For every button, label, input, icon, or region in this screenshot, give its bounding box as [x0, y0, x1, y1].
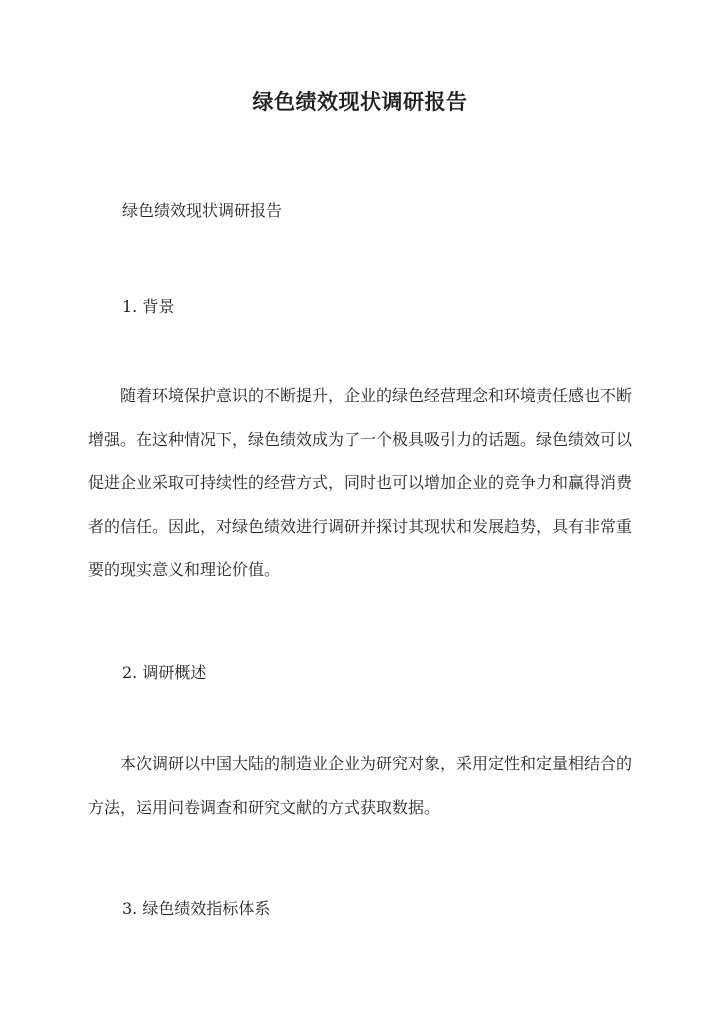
section-heading-indicators: 3. 绿色绩效指标体系: [122, 899, 271, 918]
document-subtitle: 绿色绩效现状调研报告: [122, 201, 283, 220]
section-heading-background: 1. 背景: [122, 297, 175, 316]
document-title: 绿色绩效现状调研报告: [252, 89, 468, 114]
section-paragraph-overview: 本次调研以中国大陆的制造业企业为研究对象，采用定性和定量相结合的方法，运用问卷调查和研究文献的方式获取数据。: [88, 754, 633, 817]
section-paragraph-background: 随着环境保护意识的不断提升，企业的绿色经营理念和环境责任感也不断增强。在这种情况下，绿色绩效成为了一个极具吸引力的话题。绿色绩效可以促进企业采取可持续性的经营方式，同时也可以增加企业的竞争力和赢得消费者的信任。因此，对绿色绩效进行调研并探讨其现状和发展趋势，具有非常重要的现实意义和理论价值。: [88, 386, 633, 579]
section-heading-overview: 2. 调研概述: [122, 663, 207, 682]
